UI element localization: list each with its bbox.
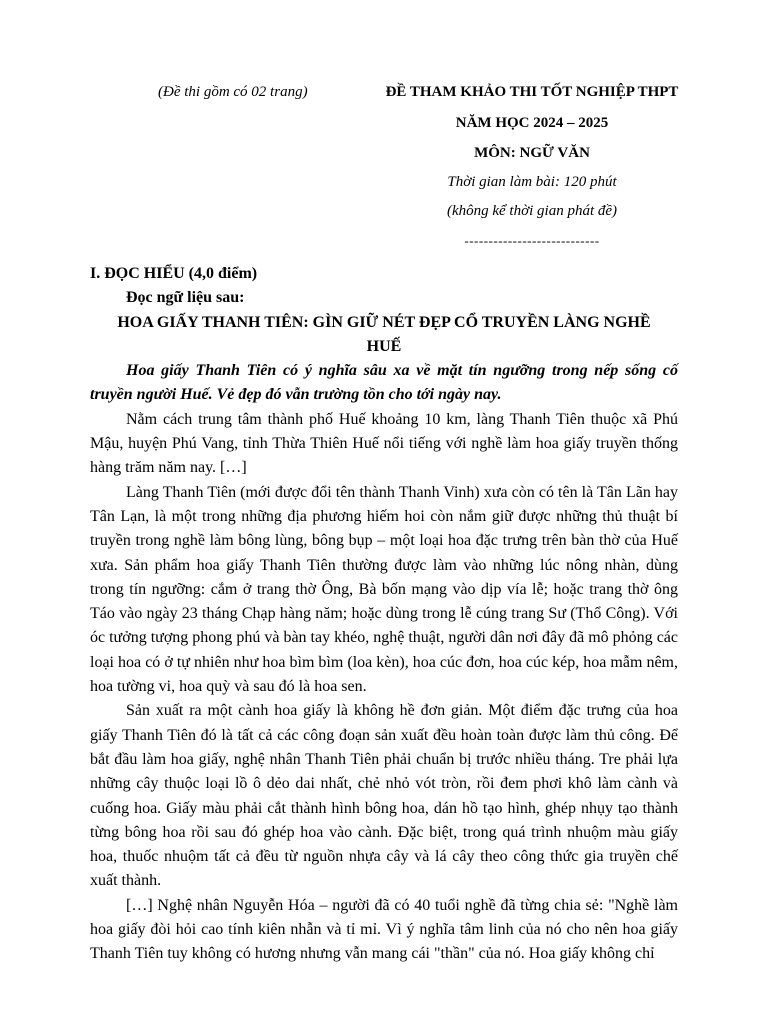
article-title: HOA GIẤY THANH TIÊN: GÌN GIỮ NÉT ĐẸP CỔ TRUYỀN LÀNG NGHỀ HUẾ — [117, 313, 651, 355]
article-lead: Hoa giấy Thanh Tiên có ý nghĩa sâu xa về mặt tín ngưỡng trong nếp sống cố truyền người Huế. Vẻ đẹp đó vẫn trường tồn cho tới ngày nay. — [90, 362, 678, 404]
page-count-note: (Đề thi gồm có 02 trang) — [158, 84, 308, 100]
article-paragraph: Nằm cách trung tâm thành phố Huế khoảng 10 km, làng Thanh Tiên thuộc xã Phú Mậu, huyện Phú Vang, tỉnh Thừa Thiên Huế nổi tiếng với nghề làm hoa giấy truyền thống hàng trăm năm nay. […] — [90, 410, 678, 477]
article-paragraph: Sản xuất ra một cành hoa giấy là không hề đơn giản. Một điểm đặc trưng của hoa giấy Thanh Tiên đó là tất cả các công đoạn sản xuất đều hoàn toàn được làm thủ công. Để bắt đầu làm hoa giấy, nghệ nhân Thanh Tiên phải chuẩn bị trước nhiều tháng. Tre phải lựa những cây thuộc loại lồ ô dẻo dai nhất, chẻ nhỏ vót tròn, rồi đem phơi khô làm cành và cuống hoa. Giấy màu phải cắt thành hình bông hoa, dán hồ tạo hình, ghép nhụy tạo thành từng bông hoa rồi sau đó ghép hoa vào cành. Đặc biệt, trong quá trình nhuộm màu giấy hoa, thuốc nhuộm tất cả đều từ nguồn nhựa cây và lá cây theo công thức gia truyền chế xuất thành. — [90, 702, 678, 890]
article-paragraph: Làng Thanh Tiên (mới được đổi tên thành Thanh Vinh) xưa còn có tên là Tân Lãn hay Tân Lạn, là một trong những địa phương hiếm hoi còn nắm giữ được những thủ thuật bí truyền trong nghề làm bông lùng, bông bụp – một loại hoa đặc trưng trên bàn thờ của Huế xưa. Sản phẩm hoa giấy Thanh Tiên thường được làm vào những lúc nông nhàn, dùng trong tín ngưỡng: cắm ở trang thờ Ông, Bà bốn mạng vào dịp vía lễ; hoặc trang thờ ông Táo vào ngày 23 tháng Chạp hàng năm; hoặc dùng trong lễ cúng trang Sư (Thổ Công). Với óc tưởng tượng phong phú và bàn tay khéo, nghệ thuật, người dân nơi đây đã mô phỏng các loại hoa có ở tự nhiên như hoa bìm bìm (loa kèn), hoa cúc đơn, hoa cúc kép, hoa mẫm nêm, hoa tường vi, hoa quỳ và sau đó là hoa sen. — [90, 483, 678, 696]
reading-instruction: Đọc ngữ liệu sau: — [126, 289, 245, 307]
school-year: NĂM HỌC 2024 – 2025 — [455, 115, 609, 131]
document-body — [90, 262, 678, 967]
exam-duration: Thời gian làm bài: 120 phút — [447, 174, 617, 190]
exam-title: ĐỀ THAM KHẢO THI TỐT NGHIỆP THPT — [385, 84, 679, 100]
duration-note: (không kể thời gian phát đề) — [446, 203, 618, 219]
subject-title: MÔN: NGỮ VĂN — [474, 145, 590, 161]
article-paragraph: […] Nghệ nhân Nguyễn Hóa – người đã có 40 tuổi nghề đã từng chia sẻ: "Nghề làm hoa giấy đòi hỏi cao tính kiên nhẫn và tỉ mỉ. Vì ý nghĩa tâm linh của nó cho nên hoa giấy Thanh Tiên tuy không có hương nhưng vẫn mang cái "thần" của nó. Hoa giấy không chỉ — [90, 896, 678, 963]
header-divider: ---------------------------- — [464, 233, 600, 248]
section-heading: I. ĐỌC HIỂU (4,0 điểm) — [90, 265, 258, 282]
